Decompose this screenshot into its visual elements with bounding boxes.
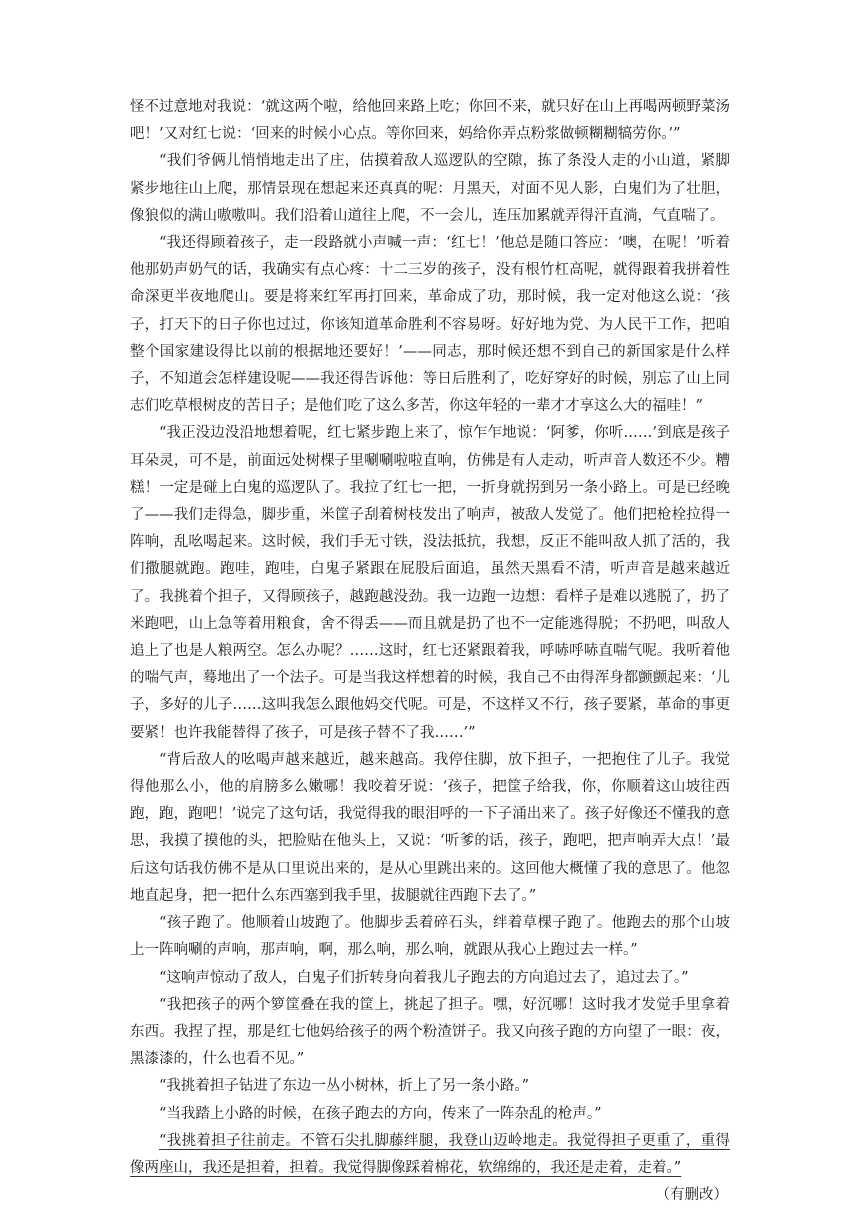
paragraph-9: “我挑着担子钻进了东边一丛小树林，折上了另一条小路。” (159, 1078, 530, 1095)
paragraph-7: “这响声惊动了敌人，白鬼子们折转身向着我儿子跑去的方向追过去了，追过去了。” (159, 969, 689, 986)
reading-passage (130, 94, 730, 1209)
paragraph-1: 怪不过意地对我说：‘就这两个啦，给他回来路上吃；你回不来，就只好在山上再喝两顿野菜汤吧！’又对红七说：‘回来的时候小心点。等你回来，妈给你弄点粉浆做顿糊糊犒劳你。’” (130, 99, 730, 143)
paragraph-10: “当我踏上小路的时候，在孩子跑去的方向，传来了一阵杂乱的枪声。” (159, 1105, 602, 1122)
paragraph-3: “我还得顾着孩子，走一段路就小声喊一声：‘红七！’他总是随口答应：‘噢，在呢！’听着他那奶声奶气的话，我确实有点心疼：十二三岁的孩子，没有根竹杠高呢，就得跟着我拼着性命深更半夜地爬山。要是将来红军再打回来，革命成了功，那时候，我一定对他这么说：‘孩子，打天下的日子你也过过，你该知道革命胜利不容易呀。好好地为党、为人民干工作，把咱整个国家建设得比以前的根据地还要好！’——同志，那时候还想不到自己的新国家是什么样子，不知道会怎样建设呢——我还得告诉他：等日后胜利了，吃好穿好的时候，别忘了山上同志们吃草根树皮的苦日子；是他们吃了这么多苦，你这年轻的一辈才才享这么大的福哇！” (130, 235, 730, 415)
paragraph-2: “我们爷俩儿悄悄地走出了庄，估摸着敌人巡逻队的空隙，拣了条没人走的小山道，紧脚紧步地往山上爬，那情景现在想起来还真真的呢：月黑天，对面不见人影，白鬼们为了壮胆，像狼似的满山嗷嗷叫。我们沿着山道往上爬，不一会儿，连压加累就弄得汗直淌，气直喘了。 (130, 153, 730, 224)
source-note: （有删改） (655, 1187, 728, 1204)
paragraph-8: “我把孩子的两个箩筐叠在我的筐上，挑起了担子。嘿，好沉哪！这时我才发觉手里拿着东西。我捏了捏，那是红七他妈给孩子的两个粉渣饼子。我又向孩子跑的方向望了一眼：夜，黑漆漆的，什么也看不见。” (130, 996, 730, 1068)
paragraph-11-underlined: “我挑着担子往前走。不管石尖扎脚藤绊腿，我登山迈岭地走。我觉得担子更重了，重得像两座山，我还是担着，担着。我觉得脚像踩着棉花，软绵绵的，我还是走着，走着。” (130, 1132, 730, 1176)
paragraph-4: “我正没边没沿地想着呢，红七紧步跑上来了，惊乍乍地说：‘阿爹，你听……’到底是孩子耳朵灵，可不是，前面远处树棵子里唰唰啦啦直响，仿佛是有人走动，听声音人数还不少。糟糕！一定是碰上白鬼的巡逻队了。我拉了红七一把，一折身就拐到另一条小路上。可是已经晚了——我们走得急，脚步重，米筐子刮着树枝发出了响声，被敌人发觉了。他们把枪栓拉得一阵响，乱吆喝起来。这时候，我们手无寸铁，没法抵抗，我想，反正不能叫敌人抓了活的，我们撒腿就跑。跑哇，跑哇，白鬼子紧跟在屁股后面追，虽然天黑看不清，听声音是越来越近了。我挑着个担子，又得顾孩子，越跑越没劲。我一边跑一边想：看样子是难以逃脱了，扔了米跑吧，山上急等着用粮食，舍不得丢——而且就是扔了也不一定能逃得脱；不扔吧，叫敌人追上了也是人粮两空。怎么办呢？……这时，红七还紧跟着我，呼哧呼哧直喘气呢。我听着他的喘气声，蓦地出了一个法子。可是当我这样想着的时候，我自己不由得浑身都颤颤起来：‘儿子，多好的儿子……这叫我怎么跟他妈交代呢。可是，不这样又不行，孩子要紧，革命的事更要紧！也许我能替得了孩子，可是孩子替不了我……’” (130, 425, 730, 741)
paragraph-5: “背后敌人的吆喝声越来越近，越来越高。我停住脚，放下担子，一把抱住了儿子。我觉得他那么小，他的肩膀多么嫩哪！我咬着牙说：‘孩子，把筐子给我，你，你顺着这山坡往西跑，跑，跑吧！’说完了这句话，我觉得我的眼泪呼的一下子涌出来了。孩子好像还不懂我的意思，我摸了摸他的头，把脸贴在他头上，又说：‘听爹的话，孩子，跑吧，把声响弄大点！’最后这句话我仿佛不是从口里说出来的，是从心里跳出来的。这回他大概懂了我的意思了。他忽地直起身，把一把什么东西塞到我手里，拔腿就往西跑下去了。” (130, 751, 730, 904)
paragraph-6: “孩子跑了。他顺着山坡跑了。他脚步丢着碎石头，绊着草棵子跑了。他跑去的那个山坡上一阵响唰的声响，那声响，啊，那么响，那么响，就跟从我心上跑过去一样。” (130, 915, 730, 959)
